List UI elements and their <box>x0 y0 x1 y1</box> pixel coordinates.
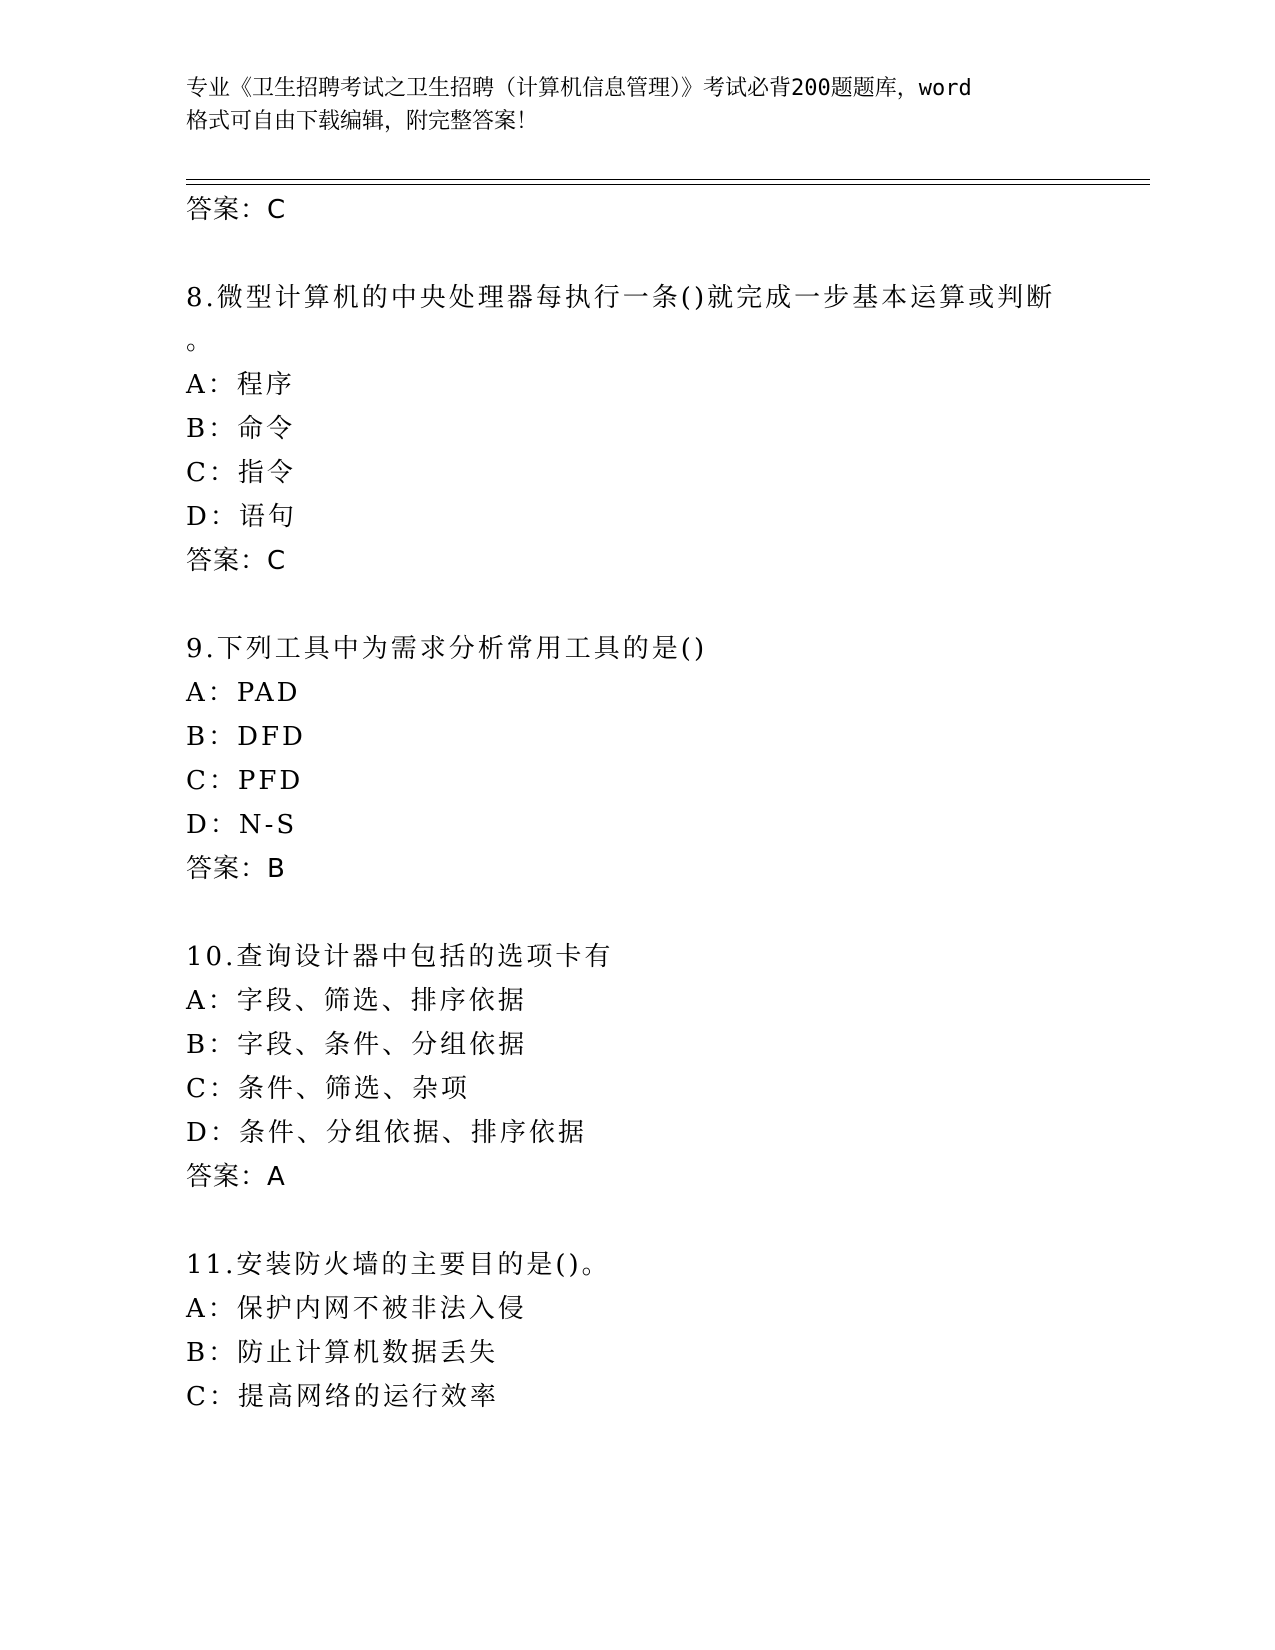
option-b: B：防止计算机数据丢失 <box>186 1338 499 1368</box>
header-divider-top <box>186 179 1150 180</box>
option-c: C：指令 <box>186 458 296 488</box>
document-header <box>186 72 1086 138</box>
answer-line: 答案：B <box>186 854 286 884</box>
option-c: C：PFD <box>186 766 304 796</box>
option-b: B：字段、条件、分组依据 <box>186 1030 528 1060</box>
option-b: B：命令 <box>186 414 296 444</box>
question-stem: 11.安装防火墙的主要目的是()。 <box>186 1250 611 1280</box>
option-b: B：DFD <box>186 722 306 752</box>
answer-line: 答案：A <box>186 1162 286 1192</box>
option-c: C：提高网络的运行效率 <box>186 1382 499 1412</box>
option-d: D：N-S <box>186 810 298 840</box>
answer-line: 答案：C <box>186 195 287 225</box>
question-stem-continuation: 。 <box>186 326 216 356</box>
header-line-1: 专业《卫生招聘考试之卫生招聘（计算机信息管理）》考试必背200题题库，word <box>186 76 972 101</box>
answer-line: 答案：C <box>186 546 287 576</box>
header-line-2: 格式可自由下载编辑，附完整答案！ <box>186 109 539 134</box>
option-d: D：语句 <box>186 502 297 532</box>
question-stem: 9.下列工具中为需求分析常用工具的是() <box>186 634 708 664</box>
question-stem: 8.微型计算机的中央处理器每执行一条()就完成一步基本运算或判断 <box>186 283 1056 313</box>
option-a: A：字段、筛选、排序依据 <box>186 986 527 1016</box>
option-a: A：PAD <box>186 678 301 708</box>
question-stem: 10.查询设计器中包括的选项卡有 <box>186 942 614 972</box>
option-a: A：程序 <box>186 370 295 400</box>
option-a: A：保护内网不被非法入侵 <box>186 1294 527 1324</box>
header-divider-bottom <box>186 184 1150 185</box>
option-d: D：条件、分组依据、排序依据 <box>186 1118 587 1148</box>
option-c: C：条件、筛选、杂项 <box>186 1074 470 1104</box>
